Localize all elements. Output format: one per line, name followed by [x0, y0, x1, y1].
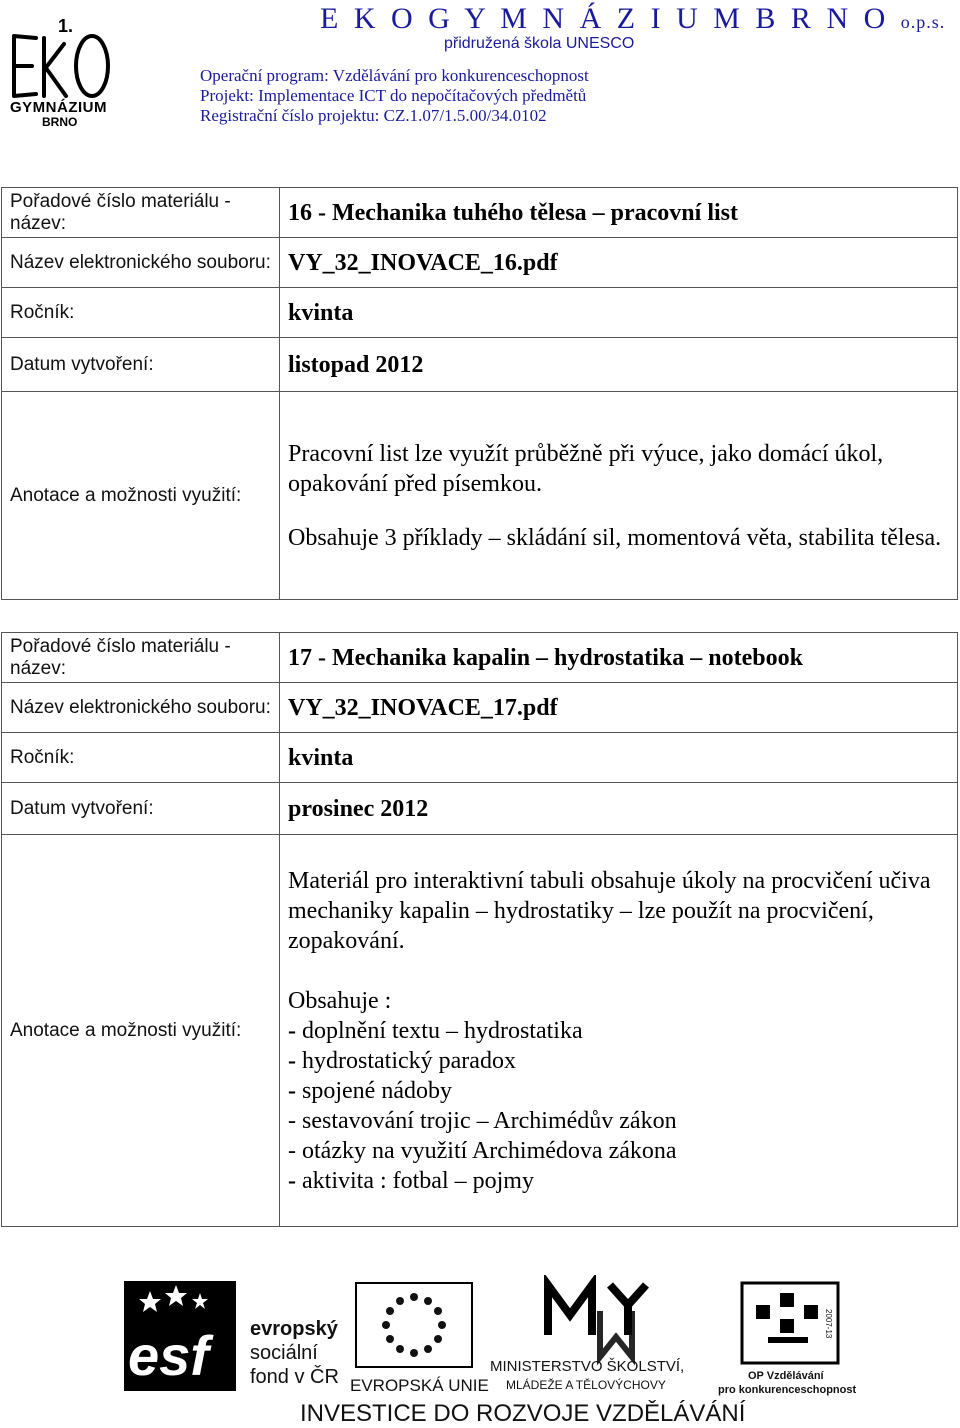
- list-item: - doplnění textu – hydrostatika: [288, 1017, 583, 1044]
- list-item-text: hydrostatický paradox: [302, 1047, 516, 1074]
- material-table-17: [1, 632, 958, 1227]
- op-years: 2007-13: [824, 1309, 833, 1339]
- list-item-text: doplnění textu – hydrostatika: [302, 1017, 583, 1044]
- label-order: Pořadové číslo materiálu - název:: [2, 633, 280, 683]
- investment-slogan: INVESTICE DO ROZVOJE VZDĚLÁVÁNÍ: [300, 1400, 746, 1427]
- material-table-16: [1, 187, 958, 600]
- material-grade: kvinta: [280, 288, 958, 338]
- contains-heading: Obsahuje :: [288, 987, 392, 1014]
- material-date: prosinec 2012: [280, 783, 958, 835]
- msmt-line2: MLÁDEŽE A TĚLOVÝCHOVY: [506, 1378, 666, 1392]
- op-line1: OP Vzdělávání: [748, 1370, 824, 1382]
- material-annotation: [280, 392, 958, 600]
- project-line: Projekt: Implementace ICT do nepočítačových předmětů: [200, 86, 587, 105]
- label-annotation: Anotace a možnosti využití:: [2, 835, 280, 1227]
- logo-number: 1.: [58, 16, 74, 36]
- material-annotation: [280, 835, 958, 1227]
- esf-line3: fond v ČR: [250, 1366, 339, 1388]
- school-name: [320, 2, 945, 36]
- material-grade: kvinta: [280, 733, 958, 783]
- list-item-text: aktivita : fotbal – pojmy: [302, 1167, 534, 1194]
- list-item: - hydrostatický paradox: [288, 1047, 516, 1074]
- eu-flag-logo: [350, 1283, 489, 1395]
- label-order: Pořadové číslo materiálu - název:: [2, 188, 280, 238]
- label-filename: Název elektronického souboru:: [2, 683, 280, 733]
- label-date: Datum vytvoření:: [2, 783, 280, 835]
- list-item: - sestavování trojic – Archimédův zákon: [288, 1107, 677, 1134]
- esf-letters: esf: [128, 1324, 209, 1387]
- list-item-text: spojené nádoby: [302, 1077, 452, 1104]
- registration-line: Registrační číslo projektu: CZ.1.07/1.5.00/34.0102: [200, 106, 547, 125]
- material-date: listopad 2012: [280, 338, 958, 392]
- list-item: - aktivita : fotbal – pojmy: [288, 1167, 534, 1194]
- material-file: VY_32_INOVACE_16.pdf: [280, 238, 958, 288]
- eu-label: EVROPSKÁ UNIE: [350, 1376, 489, 1395]
- label-grade: Ročník:: [2, 733, 280, 783]
- esf-logo: [124, 1281, 339, 1391]
- material-title: 17 - Mechanika kapalin – hydrostatika – notebook: [280, 633, 958, 683]
- esf-line1: evropský: [250, 1318, 338, 1340]
- label-annotation: Anotace a možnosti využití:: [2, 392, 280, 600]
- op-line2: pro konkurenceschopnost: [718, 1384, 857, 1396]
- material-title: 16 - Mechanika tuhého tělesa – pracovní list: [280, 188, 958, 238]
- eko-gymnazium-logo: [6, 8, 126, 126]
- material-file: VY_32_INOVACE_17.pdf: [280, 683, 958, 733]
- msmt-line1: MINISTERSTVO ŠKOLSTVÍ,: [490, 1358, 685, 1375]
- logo-gymnazium: GYMNÁZIUM: [10, 99, 107, 116]
- unesco-subtitle: přidružená škola UNESCO: [444, 35, 635, 52]
- esf-line2: sociální: [250, 1342, 318, 1364]
- op-vzdelavani-logo: [718, 1283, 856, 1396]
- school-suffix: o.p.s.: [900, 12, 946, 32]
- list-item: - spojené nádoby: [288, 1077, 452, 1104]
- logo-brno: BRNO: [42, 115, 78, 126]
- label-filename: Název elektronického souboru:: [2, 238, 280, 288]
- school-name-text: E K O G Y M N Á Z I U M B R N O: [320, 2, 890, 35]
- label-grade: Ročník:: [2, 288, 280, 338]
- annotation-paragraph: Obsahuje 3 příklady – skládání sil, momentová věta, stabilita tělesa.: [288, 524, 942, 551]
- list-item: - otázky na využití Archimédova zákona: [288, 1137, 677, 1164]
- list-item-text: otázky na využití Archimédova zákona: [302, 1137, 677, 1164]
- msmt-logo: [490, 1285, 684, 1392]
- annotation-paragraph: Pracovní list lze využít průběžně při výuce, jako domácí úkol, opakování před písemkou.: [288, 440, 884, 497]
- list-item-text: sestavování trojic – Archimédův zákon: [302, 1107, 677, 1134]
- program-line: Operační program: Vzdělávání pro konkurenceschopnost: [200, 66, 589, 85]
- annotation-paragraph: Materiál pro interaktivní tabuli obsahuje úkoly na procvičení učiva mechaniky kapalin – hydrostatiky – lze použít na procvičení, zopakování.: [288, 867, 931, 954]
- label-date: Datum vytvoření:: [2, 338, 280, 392]
